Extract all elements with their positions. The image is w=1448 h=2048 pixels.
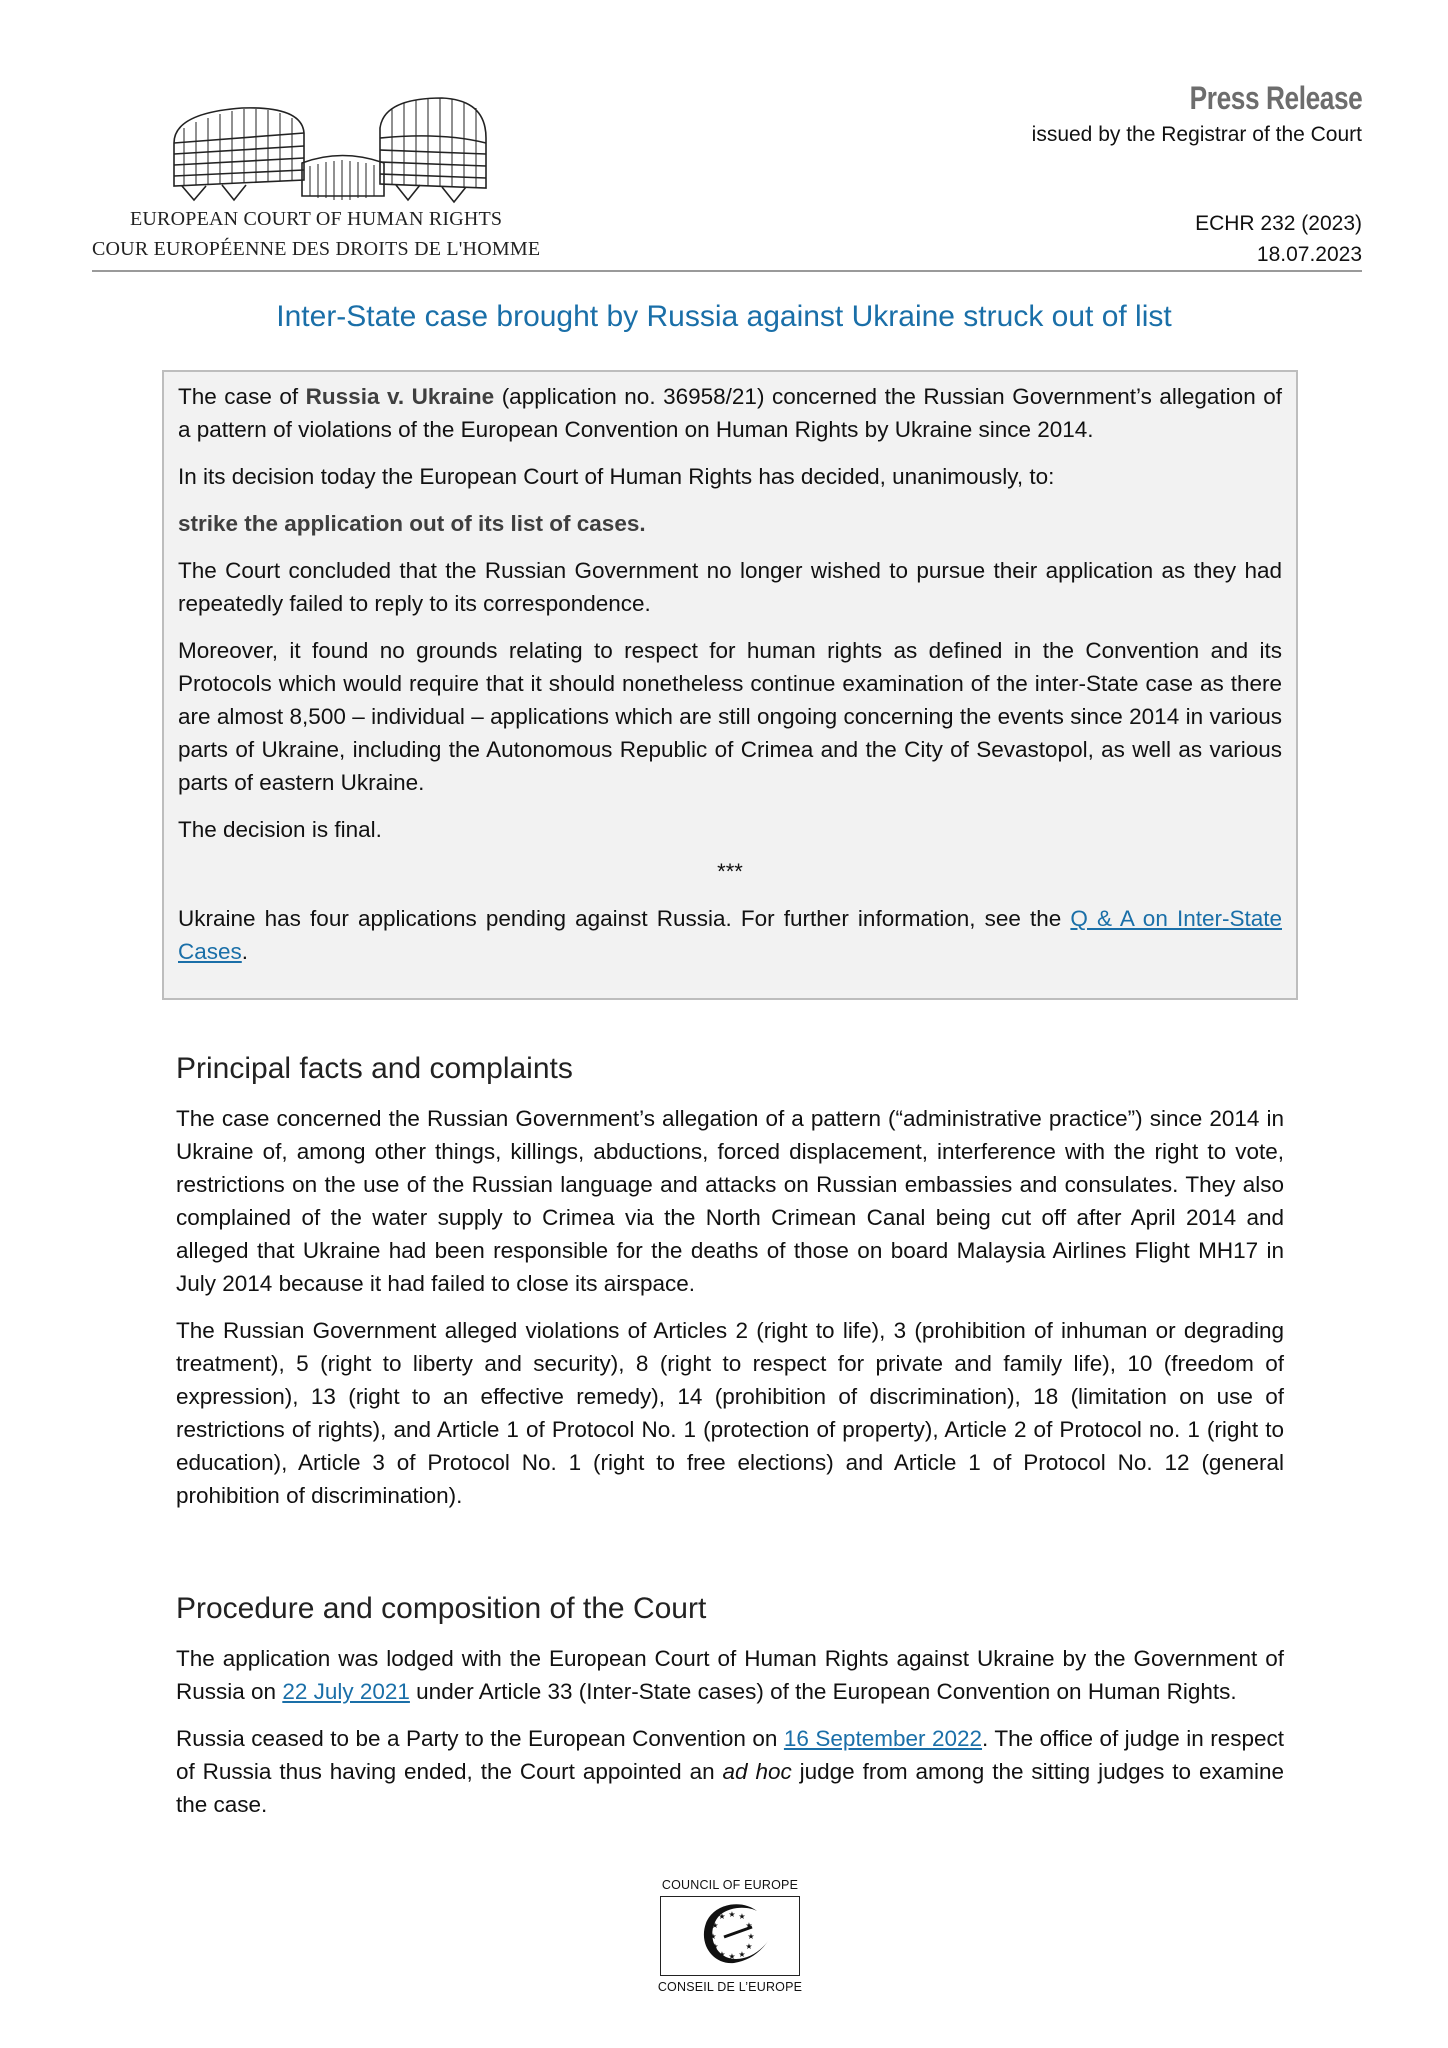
text: . xyxy=(241,939,249,964)
summary-paragraph: The Court concluded that the Russian Government no longer wished to pursue their application as they had repeatedly failed to reply to its correspondence. xyxy=(178,558,1282,616)
echr-logo xyxy=(92,88,562,260)
coe-label-fr: CONSEIL DE L’EUROPE xyxy=(657,1980,803,1994)
decision-operative: strike the application out of its list of cases. xyxy=(178,511,646,536)
reference-block xyxy=(1195,208,1362,270)
svg-text:★: ★ xyxy=(744,1942,753,1951)
ceased-date-link[interactable]: 16 September 2022 xyxy=(783,1726,983,1751)
text: The case of xyxy=(178,384,306,409)
text: (application no. 36958/21) concerned the Russian Government’s allegation of a pattern of violations of the European Convention on Human Rights by Ukraine since 2014. xyxy=(178,384,1283,442)
italic-term: ad hoc xyxy=(722,1759,792,1784)
reference-number: ECHR 232 (2023) xyxy=(1195,212,1362,235)
court-building-icon xyxy=(152,88,492,206)
svg-text:★: ★ xyxy=(708,1932,717,1941)
press-release-title: Press Release xyxy=(1189,80,1362,116)
separator: *** xyxy=(717,859,743,884)
section-principal-facts xyxy=(176,1052,1284,1526)
text: The application was lodged with the European Court of Human Rights against Ukraine by the Government of Russia on xyxy=(176,1646,1284,1704)
coe-label-en: COUNCIL OF EUROPE xyxy=(661,1878,799,1892)
section-procedure xyxy=(176,1592,1284,1835)
coe-emblem-icon xyxy=(662,1897,799,1974)
press-release-label xyxy=(1032,80,1362,147)
text: judge from among the sitting judges to examine the case. xyxy=(176,1759,1284,1817)
svg-text:★: ★ xyxy=(710,1942,719,1951)
body-paragraph xyxy=(176,1642,1284,1708)
body-paragraph: The case concerned the Russian Government’s allegation of a pattern (“administrative practice”) since 2014 in Ukraine of, among other things, killings, abductions, forced displacement, interference with the right to vote, restrictions on the use of the Russian language and attacks on Russian embassies and consulates. They also complained of the water supply to Crimea via the North Crimean Canal being cut off after April 2014 and alleged that Ukraine had been responsible for the deaths of those on board Malaysia Airlines Flight MH17 in July 2014 because it had failed to close its airspace. xyxy=(176,1106,1284,1296)
text: Russia ceased to be a Party to the European Convention on xyxy=(176,1726,784,1751)
svg-text:★: ★ xyxy=(727,1910,736,1919)
summary-paragraph xyxy=(178,380,1282,446)
release-date: 18.07.2023 xyxy=(1256,243,1362,266)
svg-text:★: ★ xyxy=(746,1932,755,1941)
coe-emblem-frame xyxy=(660,1896,800,1976)
header-divider xyxy=(92,270,1362,272)
text: under Article 33 (Inter-State cases) of the European Convention on Human Rights. xyxy=(409,1679,1237,1704)
svg-text:★: ★ xyxy=(744,1921,753,1930)
section-heading: Principal facts and complaints xyxy=(176,1052,573,1085)
body-paragraph: The Russian Government alleged violations of Articles 2 (right to life), 3 (prohibition of inhuman or degrading treatment), 5 (right to liberty and security), 8 (right to respect for private and family life), 10 (freedom of expression), 13 (right to an effective remedy), 14 (prohibition of discrimination), 18 (limitation on use of restrictions of rights), and Article 1 of Protocol No. 1 (protection of property), Article 2 of Protocol no. 1 (right to education), Article 3 of Protocol No. 1 (right to free elections) and Article 1 of Protocol No. 12 (general prohibition of discrimination). xyxy=(176,1318,1284,1508)
lodged-date-link[interactable]: 22 July 2021 xyxy=(282,1679,410,1704)
svg-text:★: ★ xyxy=(727,1952,736,1961)
summary-paragraph xyxy=(178,902,1282,968)
section-heading: Procedure and composition of the Court xyxy=(176,1592,707,1625)
document-title: Inter-State case brought by Russia against Ukraine struck out of list xyxy=(276,300,1172,333)
text: Ukraine has four applications pending against Russia. For further information, see the xyxy=(178,906,1071,931)
qa-inter-state-cases-link[interactable]: Q & A on Inter-State Cases xyxy=(178,906,1282,964)
svg-text:★: ★ xyxy=(737,1912,746,1921)
summary-paragraph: The decision is final. xyxy=(178,817,382,842)
court-name-english: EUROPEAN COURT OF HUMAN RIGHTS xyxy=(130,208,503,230)
summary-box xyxy=(162,370,1298,1000)
body-paragraph xyxy=(176,1722,1284,1821)
svg-text:★: ★ xyxy=(710,1921,719,1930)
case-name: Russia v. Ukraine xyxy=(305,384,495,409)
summary-paragraph: In its decision today the European Court of Human Rights has decided, unanimously, to: xyxy=(178,464,1055,489)
svg-text:★: ★ xyxy=(717,1912,726,1921)
summary-paragraph: Moreover, it found no grounds relating to respect for human rights as defined in the Convention and its Protocols which would require that it should nonetheless continue examination of the inter-State case as there are almost 8,500 – individual – applications which are still ongoing concerning the events since 2014 in various parts of Ukraine, including the Autonomous Republic of Crimea and the City of Sevastopol, as well as various parts of eastern Ukraine. xyxy=(178,638,1282,795)
issued-by: issued by the Registrar of the Court xyxy=(1031,123,1362,146)
svg-text:★: ★ xyxy=(737,1950,746,1959)
svg-text:★: ★ xyxy=(717,1950,726,1959)
council-of-europe-logo xyxy=(655,1878,805,1994)
text: . The office of judge in respect of Russia thus having ended, the Court appointed an xyxy=(176,1726,1284,1784)
court-name-french: COUR EUROPÉENNE DES DROITS DE L'HOMME xyxy=(92,238,541,260)
